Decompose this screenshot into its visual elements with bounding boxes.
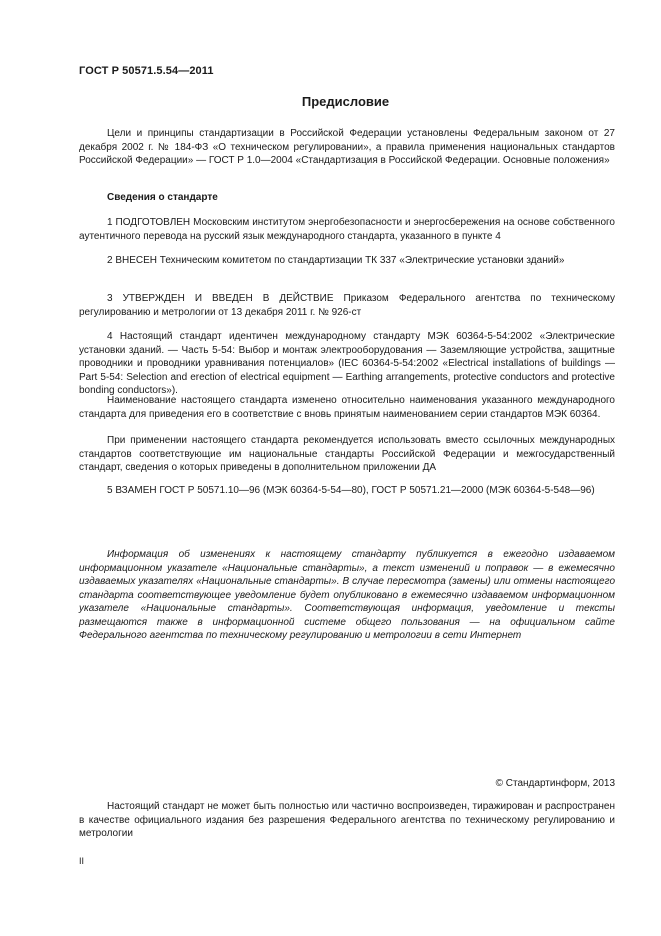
- item-4-rename-paragraph: Наименование настоящего стандарта изменено относительно наименования указанного международного стандарта для приведения его в соответствие с вновь принятым наименованием серии стандартов МЭК 60364.: [79, 395, 615, 420]
- item-1-paragraph: 1 ПОДГОТОВЛЕН Московским институтом энергобезопасности и энергосбережения на основе собственного аутентичного перевода на русский язык международного стандарта, указанного в пункте 4: [79, 217, 615, 242]
- intro-paragraph: Цели и принципы стандартизации в Российской Федерации установлены Федеральным законом от 27 декабря 2002 г. № 184-ФЗ «О техническом регулировании», а правила применения национальных стандартов Российской Федерации» — ГОСТ Р 1.0—2004 «Стандартизация в Российской Федерации. Основные положения»: [79, 128, 615, 166]
- page-title: Предисловие: [301, 94, 390, 109]
- item-2-paragraph: 2 ВНЕСЕН Техническим комитетом по стандартизации ТК 337 «Электрические установки зданий»: [107, 255, 565, 266]
- standard-code-header: ГОСТ Р 50571.5.54—2011: [79, 65, 214, 77]
- item-4-references-paragraph: При применении настоящего стандарта рекомендуется использовать вместо ссылочных международных стандартов соответствующие им национальные стандарты Российской Федерации и межгосударственный стандарт, сведения о которых приведены в дополнительном приложении ДА: [79, 435, 615, 473]
- info-heading: Сведения о стандарте: [107, 192, 218, 203]
- changes-notice-paragraph: Информация об изменениях к настоящему стандарту публикуется в ежегодно издаваемом информационном указателе «Национальные стандарты», а текст изменений и поправок — в ежемесячно издаваемых указателях «Национальные стандарты». В случае пересмотра (замены) или отмены настоящего стандарта соответствующее уведомление будет опубликовано в ежемесячно издаваемом информационном указателе «Национальные стандарты». Соответствующая информация, уведомление и тексты размещаются также в информационной системе общего пользования — на официальном сайте Федерального агентства по техническому регулированию и метрологии в сети Интернет: [79, 549, 615, 641]
- item-3-paragraph: 3 УТВЕРЖДЕН И ВВЕДЕН В ДЕЙСТВИЕ Приказом Федерального агентства по техническому регулированию и метрологии от 13 декабря 2011 г. № 926-ст: [79, 293, 615, 318]
- reproduction-notice-paragraph: Настоящий стандарт не может быть полностью или частично воспроизведен, тиражирован и распространен в качестве официального издания без разрешения Федерального агентства по техническому регулированию и метрологии: [79, 801, 615, 839]
- copyright-line: © Стандартинформ, 2013: [495, 778, 615, 789]
- item-4-paragraph: 4 Настоящий стандарт идентичен международному стандарту МЭК 60364-5-54:2002 «Электрические установки зданий. — Часть 5-54: Выбор и монтаж электрооборудования — Заземляющие устройства, защитные проводники и проводники уравнивания потенциалов» (IEC 60364-5-54:2002 «Electrical installations of buildings — Part 5-54: Selection and erection of electrical equipment — Earthing arrangements, protective conductors and protective bonding conductors»).: [79, 331, 615, 396]
- page-number: II: [79, 856, 85, 866]
- item-5-paragraph: 5 ВЗАМЕН ГОСТ Р 50571.10—96 (МЭК 60364-5-54—80), ГОСТ Р 50571.21—2000 (МЭК 60364-5-548—96): [107, 485, 595, 496]
